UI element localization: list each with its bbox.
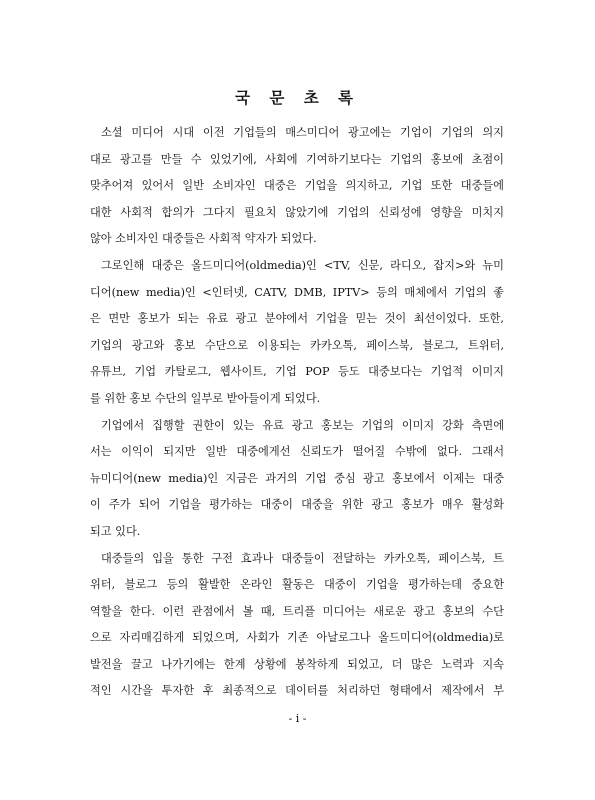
text-line: 디어(new media)인 <인터넷, CATV, DMB, IPTV> 등의 매체에서 기업의 좋	[90, 285, 504, 299]
paragraph-1	[90, 120, 504, 253]
paragraph-4	[90, 546, 504, 706]
text-line: 않아 소비자인 대중들은 사회적 약자가 되었다.	[90, 232, 317, 246]
text-line: 역할을 한다. 이런 관점에서 볼 때, 트리플 미디어는 새로운 광고 홍보의 수단	[90, 604, 504, 618]
text-line: 기업의 광고와 홍보 수단으로 이용되는 카카오톡, 페이스북, 블로그, 트위터,	[90, 338, 504, 352]
abstract-body	[90, 120, 504, 705]
text-line: 적인 시간을 투자한 후 최종적으로 데이터를 처리하던 형태에서 제작에서 부	[90, 684, 504, 698]
text-line: 발전을 끌고 나가기에는 한계 상황에 봉착하게 되었고, 더 많은 노력과 지속	[90, 657, 504, 671]
text-line: 이 주가 되어 기업을 평가하는 대중이 대중을 위한 광고 홍보가 매우 활성화	[90, 498, 504, 512]
page-number: - i -	[288, 712, 307, 725]
text-line: 맞추어져 있어서 일반 소비자인 대중은 기업을 의지하고, 기업 또한 대중들에	[90, 179, 504, 193]
paragraph-2	[90, 253, 504, 413]
text-line: 뉴미디어(new media)인 지금은 과거의 기업 중심 광고 홍보에서 이제는 대중	[90, 471, 504, 485]
text-line: 되고 있다.	[90, 524, 141, 538]
page-title: 국 문 초 록	[234, 88, 361, 107]
text-line: 소셜 미디어 시대 이전 기업들의 매스미디어 광고에는 기업이 기업의 의지	[101, 126, 504, 139]
text-line: 은 면만 홍보가 되는 유료 광고 분야에서 기업을 믿는 것이 최선이었다. 또한,	[90, 312, 504, 326]
text-line: 대중들의 입을 통한 구전 효과나 대중들이 전달하는 카카오톡, 페이스북, 트	[101, 551, 504, 565]
text-line: 서는 이익이 되지만 일반 대중에게선 신뢰도가 떨어질 수밖에 없다. 그래서	[90, 445, 504, 459]
text-line: 대한 사회적 합의가 그다지 필요치 않았기에 기업의 신뢰성에 영향을 미치지	[90, 205, 504, 219]
text-line: 으로 자리매김하게 되었으며, 사회가 기존 아날로그나 올드미디어(oldmedia)로	[90, 631, 504, 645]
paragraph-3	[90, 413, 504, 546]
text-line: 위터, 블로그 등의 활발한 온라인 활동은 대중이 기업을 평가하는데 중요한	[90, 578, 504, 592]
text-line: 대로 광고를 만들 수 있었기에, 사회에 기여하기보다는 기업의 홍보에 초점이	[90, 152, 504, 166]
text-line: 기업에서 집행할 권한이 있는 유료 광고 홍보는 기업의 이미지 강화 측면에	[101, 418, 504, 432]
text-line: 그로인해 대중은 올드미디어(oldmedia)인 <TV, 신문, 라디오, 잡지>와 뉴미	[101, 258, 504, 272]
text-line: 를 위한 홍보 수단의 일부로 받아들이게 되었다.	[90, 391, 321, 405]
text-line: 유튜브, 기업 카탈로그, 웹사이트, 기업 POP 등도 대중보다는 기업적 이미지	[90, 365, 504, 379]
